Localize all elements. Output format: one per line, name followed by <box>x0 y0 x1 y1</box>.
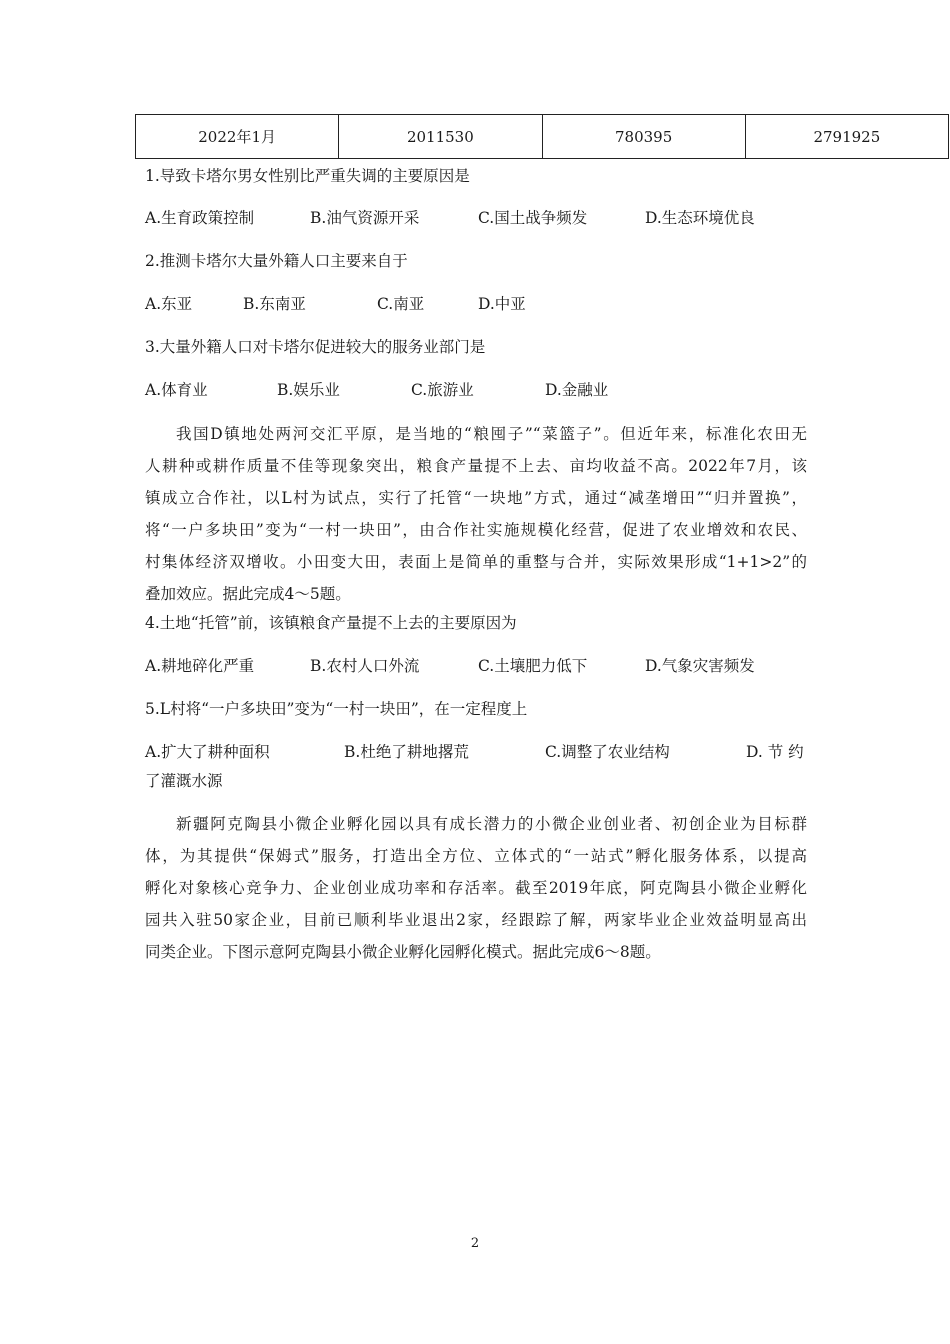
option-a: A.耕地碎化严重 <box>145 657 255 675</box>
table-cell-value: 2011530 <box>339 115 542 159</box>
option-b: B.油气资源开采 <box>310 209 420 227</box>
population-table <box>135 114 949 159</box>
option-c: C.土壤肥力低下 <box>478 657 588 675</box>
table-row <box>136 115 949 159</box>
option-c: C.国土战争频发 <box>478 209 588 227</box>
option-d: D.气象灾害频发 <box>645 657 755 675</box>
passage-line: 人耕种或耕作质量不佳等现象突出，粮食产量提不上去、亩均收益不高。2022年7月，该 <box>145 457 807 475</box>
passage-line: 体，为其提供“保姆式”服务，打造出全方位、立体式的“一站式”孵化服务体系，以提高 <box>145 847 807 865</box>
option-d: D. 节 约 <box>746 743 804 761</box>
question-5-stem: 5.L村将“一户多块田”变为“一村一块田”，在一定程度上 <box>145 700 528 718</box>
option-b: B.娱乐业 <box>277 381 340 399</box>
option-b: B.杜绝了耕地撂荒 <box>344 743 469 761</box>
option-c: C.调整了农业结构 <box>545 743 670 761</box>
option-a: A.扩大了耕种面积 <box>145 743 270 761</box>
passage-line: 同类企业。下图示意阿克陶县小微企业孵化园孵化模式。据此完成6～8题。 <box>145 943 661 961</box>
question-4-stem: 4.土地“托管”前，该镇粮食产量提不上去的主要原因为 <box>145 614 517 632</box>
passage-line: 我国D镇地处两河交汇平原，是当地的“粮囤子”“菜篮子”。但近年来，标准化农田无 <box>176 425 807 443</box>
question-1-stem: 1.导致卡塔尔男女性别比严重失调的主要原因是 <box>145 167 470 185</box>
option-c: C.旅游业 <box>411 381 474 399</box>
passage-line: 镇成立合作社，以L村为试点，实行了托管“一块地”方式，通过“减垄增田”“归并置换”， <box>145 489 807 507</box>
passage-line: 叠加效应。据此完成4～5题。 <box>145 585 351 603</box>
table-cell-value: 780395 <box>542 115 745 159</box>
option-c: C.南亚 <box>377 295 425 313</box>
page-number: 2 <box>470 1236 480 1251</box>
option-a: A.体育业 <box>145 381 208 399</box>
option-b: B.农村人口外流 <box>310 657 420 675</box>
question-3-stem: 3.大量外籍人口对卡塔尔促进较大的服务业部门是 <box>145 338 486 356</box>
option-d: D.生态环境优良 <box>645 209 755 227</box>
question-2-stem: 2.推测卡塔尔大量外籍人口主要来自于 <box>145 252 408 270</box>
passage-1 <box>145 418 807 610</box>
passage-line: 孵化对象核心竞争力、企业创业成功率和存活率。截至2019年底，阿克陶县小微企业孵化 <box>145 879 807 897</box>
table-cell-date: 2022年1月 <box>136 115 339 159</box>
question-5-option-d-continuation: 了灌溉水源 <box>145 772 223 790</box>
passage-line: 将“一户多块田”变为“一村一块田”，由合作社实施规模化经营，促进了农业增效和农民、 <box>145 521 807 539</box>
passage-line: 新疆阿克陶县小微企业孵化园以具有成长潜力的小微企业创业者、初创企业为目标群 <box>176 815 807 833</box>
option-d: D.中亚 <box>478 295 526 313</box>
option-b: B.东南亚 <box>243 295 306 313</box>
option-d: D.金融业 <box>545 381 609 399</box>
passage-2 <box>145 808 807 968</box>
option-a: A.东亚 <box>145 295 193 313</box>
passage-line: 村集体经济双增收。小田变大田，表面上是简单的重整与合并，实际效果形成“1+1>2”的 <box>145 553 807 571</box>
passage-line: 园共入驻50家企业，目前已顺利毕业退出2家，经跟踪了解，两家毕业企业效益明显高出 <box>145 911 807 929</box>
table-cell-value: 2791925 <box>745 115 948 159</box>
option-a: A.生育政策控制 <box>145 209 255 227</box>
